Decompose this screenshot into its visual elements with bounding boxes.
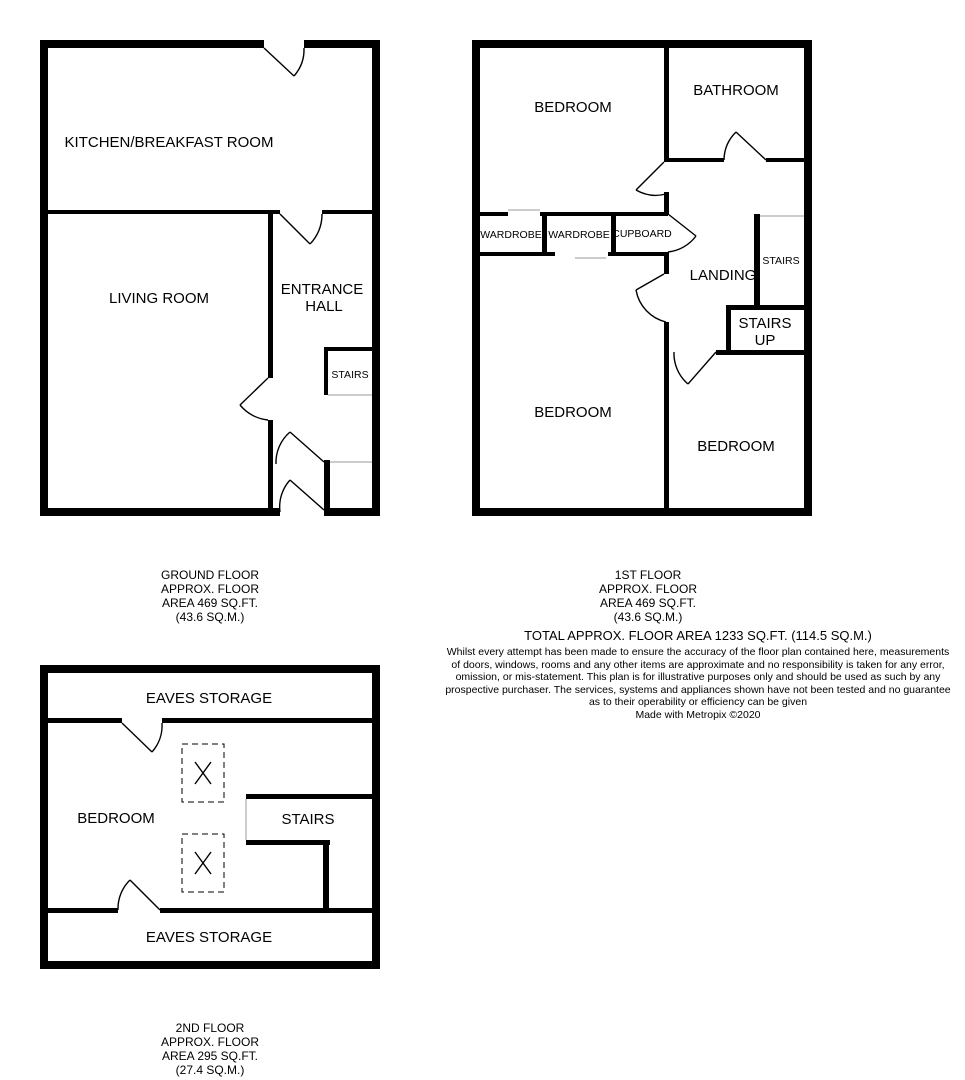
- second-floor-caption: [130, 1021, 290, 1077]
- room-label-living: LIVING ROOM: [108, 290, 210, 307]
- caption-line: AREA 295 SQ.FT.: [161, 1049, 259, 1063]
- wall: [664, 48, 669, 160]
- door-leaf: [688, 352, 716, 384]
- door-swing: [294, 48, 304, 76]
- caption-line: 1ST FLOOR: [614, 568, 682, 582]
- wall: [304, 40, 380, 48]
- door-leaf: [240, 378, 268, 405]
- first-floor-caption: [568, 568, 728, 624]
- door-swing: [118, 880, 130, 910]
- wall: [726, 305, 731, 353]
- door-leaf: [290, 432, 324, 462]
- door-leaf: [636, 162, 664, 190]
- caption-line: AREA 469 SQ.FT.: [599, 596, 697, 610]
- room-label-stairs-up: STAIRS: [738, 315, 792, 332]
- room-label-landing: LANDING: [689, 267, 757, 284]
- wall: [324, 347, 328, 395]
- wall: [716, 350, 804, 355]
- wall: [40, 508, 280, 516]
- room-label-hall: HALL: [305, 298, 343, 315]
- caption-line: APPROX. FLOOR: [160, 1035, 260, 1049]
- wall: [372, 40, 380, 516]
- door-leaf: [264, 48, 294, 76]
- wall: [472, 508, 812, 516]
- room-label-eaves-bottom: EAVES STORAGE: [145, 929, 273, 946]
- room-label-kitchen: KITCHEN/BREAKFAST ROOM: [64, 134, 274, 151]
- wall: [372, 665, 380, 969]
- room-label-entrance: ENTRANCE: [280, 281, 364, 298]
- wall: [40, 665, 48, 969]
- room-label-wardrobe-2: WARDROBE: [548, 229, 610, 241]
- wall: [323, 840, 329, 910]
- wall: [48, 718, 122, 723]
- wall: [40, 40, 264, 48]
- caption-line: (27.4 SQ.M.): [175, 1063, 245, 1077]
- door-swing: [240, 405, 268, 420]
- door-leaf: [130, 880, 160, 910]
- room-label-eaves-top: EAVES STORAGE: [145, 690, 273, 707]
- wall: [540, 212, 668, 216]
- door-swing: [724, 132, 736, 160]
- caption-line: APPROX. FLOOR: [598, 582, 698, 596]
- disclaimer-line: omission, or mis-statement. This plan is for illustrative purposes only and should be used as such by any: [455, 671, 941, 684]
- room-label-bedroom-3: BEDROOM: [697, 438, 775, 455]
- wall: [726, 305, 804, 310]
- door-swing: [276, 432, 290, 464]
- wall: [268, 214, 273, 378]
- wall: [324, 347, 372, 351]
- wall: [48, 210, 280, 214]
- room-label-stairs-up-2: UP: [754, 332, 776, 349]
- wall: [542, 212, 547, 256]
- wall: [472, 40, 812, 48]
- door-swing: [668, 236, 696, 252]
- ground-floor-plan: [40, 40, 380, 516]
- wall: [664, 158, 724, 162]
- wall: [754, 214, 760, 308]
- caption-line: APPROX. FLOOR: [160, 582, 260, 596]
- skylight-icon: [182, 744, 224, 802]
- wall: [40, 961, 380, 969]
- door-leaf: [668, 214, 696, 236]
- door-leaf: [636, 274, 664, 290]
- wall: [268, 420, 273, 512]
- disclaimer-line: of doors, windows, rooms and any other items are approximate and no responsibility is taken for any error,: [451, 658, 945, 671]
- skylight-icon: [182, 834, 224, 892]
- wall: [160, 908, 372, 913]
- door-leaf: [280, 214, 310, 244]
- wall: [40, 40, 48, 516]
- caption-line: 2ND FLOOR: [175, 1021, 245, 1035]
- wall: [480, 212, 508, 216]
- caption-line: AREA 469 SQ.FT.: [161, 596, 259, 610]
- door-swing: [636, 290, 666, 322]
- room-label-stairs: STAIRS: [331, 369, 369, 381]
- wall: [608, 252, 668, 256]
- caption-line: GROUND FLOOR: [160, 568, 259, 582]
- disclaimer-line: Whilst every attempt has been made to ensure the accuracy of the floor plan contained here, measurements: [446, 646, 950, 658]
- disclaimer-line: Made with Metropix ©2020: [635, 708, 761, 721]
- disclaimer: [432, 646, 964, 722]
- wall: [664, 322, 669, 510]
- ground-floor-caption: [130, 568, 290, 624]
- door-swing: [152, 723, 162, 752]
- wall: [246, 840, 330, 845]
- wall: [246, 794, 372, 799]
- room-label-stairs: STAIRS: [281, 811, 335, 828]
- first-floor-plan: [472, 40, 812, 516]
- room-label-bedroom-1: BEDROOM: [534, 99, 612, 116]
- room-label-cupboard: CUPBOARD: [612, 228, 672, 240]
- wall: [322, 210, 372, 214]
- total-floor-area: TOTAL APPROX. FLOOR AREA 1233 SQ.FT. (114.5 SQ.M.): [524, 628, 872, 643]
- wall: [40, 665, 380, 673]
- wall: [664, 252, 669, 274]
- room-label-wardrobe-1: WARDROBE: [480, 229, 542, 241]
- wall: [162, 718, 372, 723]
- door-leaf: [122, 723, 152, 752]
- door-swing: [636, 190, 666, 195]
- disclaimer-line: as to their operability or efficiency can be given: [588, 696, 808, 709]
- wall: [766, 158, 804, 162]
- door-leaf: [290, 480, 324, 510]
- door-swing: [674, 352, 688, 384]
- disclaimer-line: prospective purchaser. The services, systems and appliances shown have not been tested and no guarantee: [445, 683, 951, 696]
- door-leaf: [736, 132, 766, 160]
- wall: [324, 460, 330, 512]
- wall: [804, 40, 812, 516]
- caption-line: (43.6 SQ.M.): [175, 610, 245, 624]
- room-label-bedroom: BEDROOM: [77, 810, 155, 827]
- wall: [664, 192, 669, 214]
- wall: [48, 908, 118, 913]
- caption-line: (43.6 SQ.M.): [613, 610, 683, 624]
- door-swing: [310, 214, 322, 244]
- door-swing: [280, 480, 290, 512]
- wall: [472, 40, 480, 516]
- wall: [324, 508, 380, 516]
- second-floor-plan: [40, 665, 380, 969]
- room-label-bathroom: BATHROOM: [693, 82, 779, 99]
- room-label-bedroom-2: BEDROOM: [534, 404, 612, 421]
- room-label-stairs: STAIRS: [762, 255, 800, 267]
